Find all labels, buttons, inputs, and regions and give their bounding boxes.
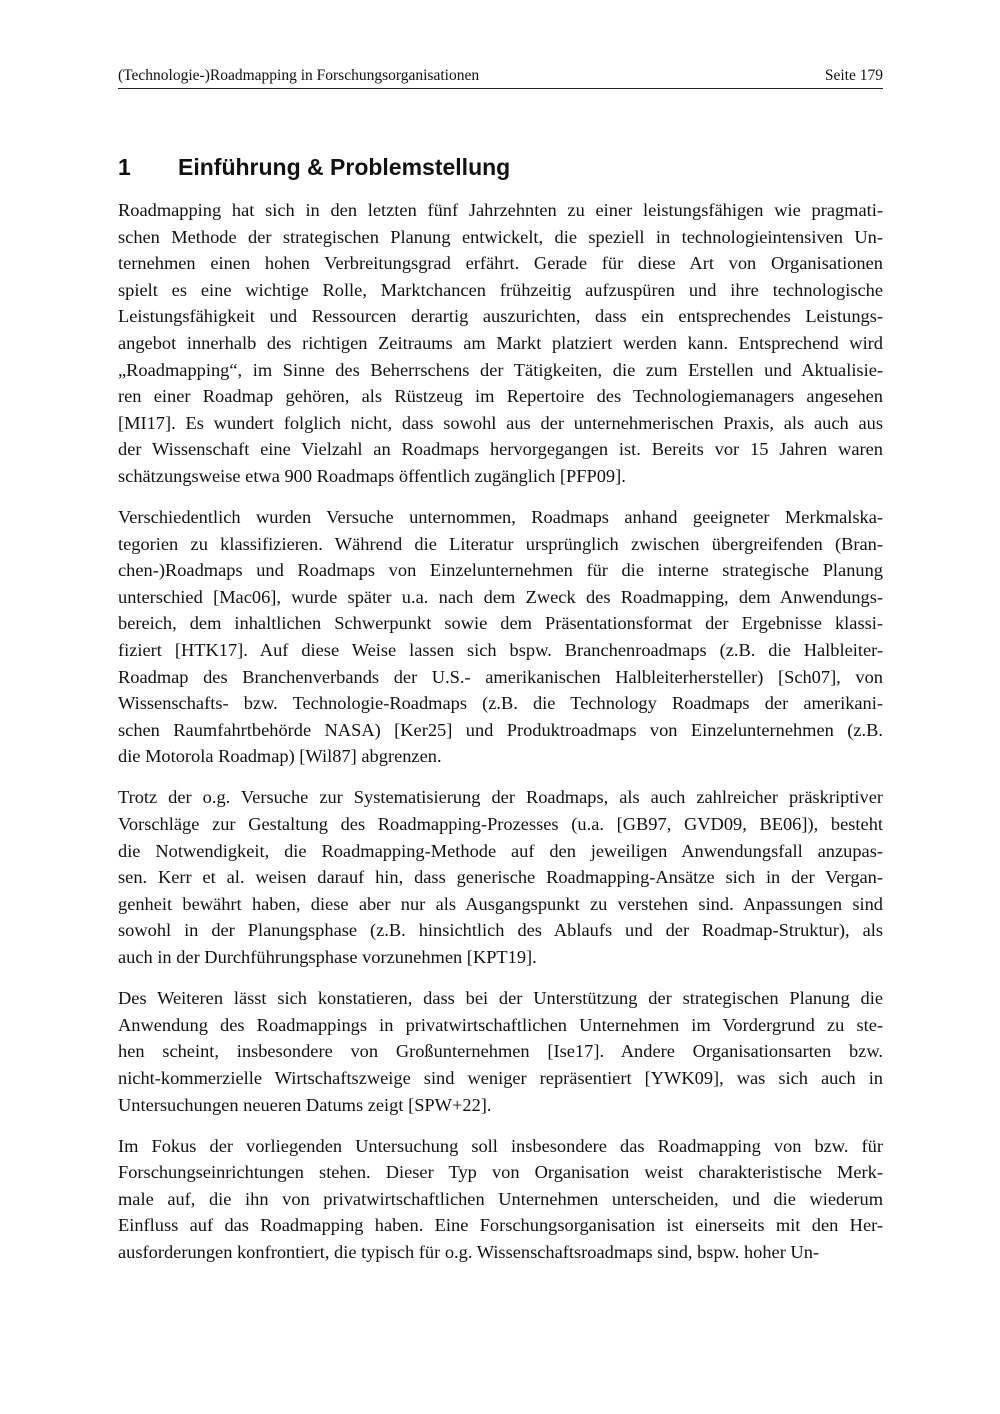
- body-paragraph: [118, 197, 883, 490]
- body-paragraph: [118, 784, 883, 970]
- text-line: chen-)Roadmaps und Roadmaps von Einzelunternehmen für die interne strategische Planung: [118, 560, 883, 581]
- text-line: Roadmap des Branchenverbands der U.S.- amerikanischen Halbleiterhersteller) [Sch07], von: [118, 666, 883, 687]
- text-line: fiziert [HTK17]. Auf diese Weise lassen sich bspw. Branchenroadmaps (z.B. die Halbleiter-: [118, 640, 883, 660]
- text-line: Roadmapping hat sich in den letzten fünf Jahrzehnten zu einer leistungsfähigen wie pragmati-: [118, 200, 883, 220]
- text-line: der Wissenschaft eine Vielzahl an Roadmaps hervorgegangen ist. Bereits vor 15 Jahren waren: [118, 439, 883, 460]
- body-text: [118, 197, 883, 1280]
- text-line: tegorien zu klassifizieren. Während die Literatur ursprünglich zwischen übergreifenden (Bran-: [118, 533, 883, 554]
- text-line: spielt es eine wichtige Rolle, Marktchancen frühzeitig aufzuspüren und ihre technologische: [118, 279, 883, 300]
- text-line: Einfluss auf das Roadmapping haben. Eine Forschungsorganisation ist einerseits mit den Her-: [118, 1215, 883, 1236]
- text-line: Leistungsfähigkeit und Ressourcen derartig auszurichten, dass ein entsprechendes Leistungs-: [118, 306, 883, 327]
- text-line: angebot innerhalb des richtigen Zeitraums am Markt platziert werden kann. Entsprechend wird: [118, 332, 883, 353]
- text-line: Untersuchungen neueren Datums zeigt [SPW+22].: [118, 1094, 492, 1115]
- body-paragraph: [118, 1133, 883, 1266]
- section-title: Einführung & Problemstellung: [178, 154, 511, 180]
- text-line: genheit bewährt haben, diese aber nur als Ausgangspunkt zu verstehen sind. Anpassungen sind: [118, 893, 883, 914]
- text-line: sowohl in der Planungsphase (z.B. hinsichtlich des Ablaufs und der Roadmap-Struktur), als: [118, 920, 883, 941]
- text-line: Vorschläge zur Gestaltung des Roadmapping-Prozesses (u.a. [GB97, GVD09, BE06]), besteht: [118, 814, 883, 835]
- body-paragraph: [118, 985, 883, 1118]
- text-line: auch in der Durchführungsphase vorzunehmen [KPT19].: [118, 947, 537, 968]
- section-heading: [118, 152, 883, 182]
- text-line: schen Raumfahrtbehörde NASA) [Ker25] und Produktroadmaps von Einzelunternehmen (z.B.: [118, 719, 883, 740]
- text-line: „Roadmapping“, im Sinne des Beherrschens der Tätigkeiten, die zum Erstellen und Aktualisie-: [118, 359, 883, 380]
- text-line: Des Weiteren lässt sich konstatieren, dass bei der Unterstützung der strategischen Planung die: [118, 988, 883, 1009]
- text-line: die Motorola Roadmap) [Wil87] abgrenzen.: [118, 746, 442, 767]
- text-line: Forschungseinrichtungen stehen. Dieser Typ von Organisation weist charakteristische Merk-: [118, 1162, 883, 1183]
- text-line: Verschiedentlich wurden Versuche unternommen, Roadmaps anhand geeigneter Merkmalska-: [118, 507, 883, 528]
- text-line: nicht-kommerzielle Wirtschaftszweige sind weniger repräsentiert [YWK09], was sich auch in: [118, 1067, 883, 1088]
- text-line: bereich, dem inhaltlichen Schwerpunkt sowie dem Präsentationsformat der Ergebnisse klassi-: [118, 613, 883, 634]
- text-line: Trotz der o.g. Versuche zur Systematisierung der Roadmaps, als auch zahlreicher präskriptiver: [118, 787, 883, 808]
- text-line: unterschied [Mac06], wurde später u.a. nach dem Zweck des Roadmapping, dem Anwendungs-: [118, 586, 883, 607]
- text-line: schätzungsweise etwa 900 Roadmaps öffentlich zugänglich [PFP09].: [118, 465, 626, 486]
- text-line: hen scheint, insbesondere von Großunternehmen [Ise17]. Andere Organisationsarten bzw.: [118, 1041, 883, 1062]
- text-line: Wissenschafts- bzw. Technologie-Roadmaps (z.B. die Technology Roadmaps der amerikani-: [118, 693, 883, 714]
- text-line: die Notwendigkeit, die Roadmapping-Methode auf den jeweiligen Anwendungsfall anzupas-: [118, 840, 883, 861]
- text-line: schen Methode der strategischen Planung entwickelt, die speziell in technologieintensiven Un-: [118, 226, 883, 247]
- text-line: Anwendung des Roadmappings in privatwirtschaftlichen Unternehmen im Vordergrund zu ste-: [118, 1014, 883, 1035]
- section-number: 1: [118, 154, 131, 180]
- text-line: ausforderungen konfrontiert, die typisch für o.g. Wissenschaftsroadmaps sind, bspw. hoher Un-: [118, 1241, 820, 1262]
- text-line: ternehmen einen hohen Verbreitungsgrad erfährt. Gerade für diese Art von Organisationen: [118, 253, 883, 274]
- text-line: Im Fokus der vorliegenden Untersuchung soll insbesondere das Roadmapping von bzw. für: [118, 1135, 883, 1156]
- text-line: ren einer Roadmap gehören, als Rüstzeug im Repertoire des Technologiemanagers angesehen: [118, 386, 883, 407]
- page-number: Seite 179: [824, 67, 883, 84]
- text-line: sen. Kerr et al. weisen darauf hin, dass generische Roadmapping-Ansätze sich in der Vergan-: [118, 867, 883, 888]
- running-header: [118, 66, 883, 89]
- text-line: [MI17]. Es wundert folglich nicht, dass sowohl aus der unternehmerischen Praxis, als auch aus: [118, 412, 883, 433]
- text-line: male auf, die ihn von privatwirtschaftlichen Unternehmen unterscheiden, und die wiederum: [118, 1188, 883, 1209]
- body-paragraph: [118, 504, 883, 770]
- running-title: (Technologie-)Roadmapping in Forschungsorganisationen: [118, 67, 480, 84]
